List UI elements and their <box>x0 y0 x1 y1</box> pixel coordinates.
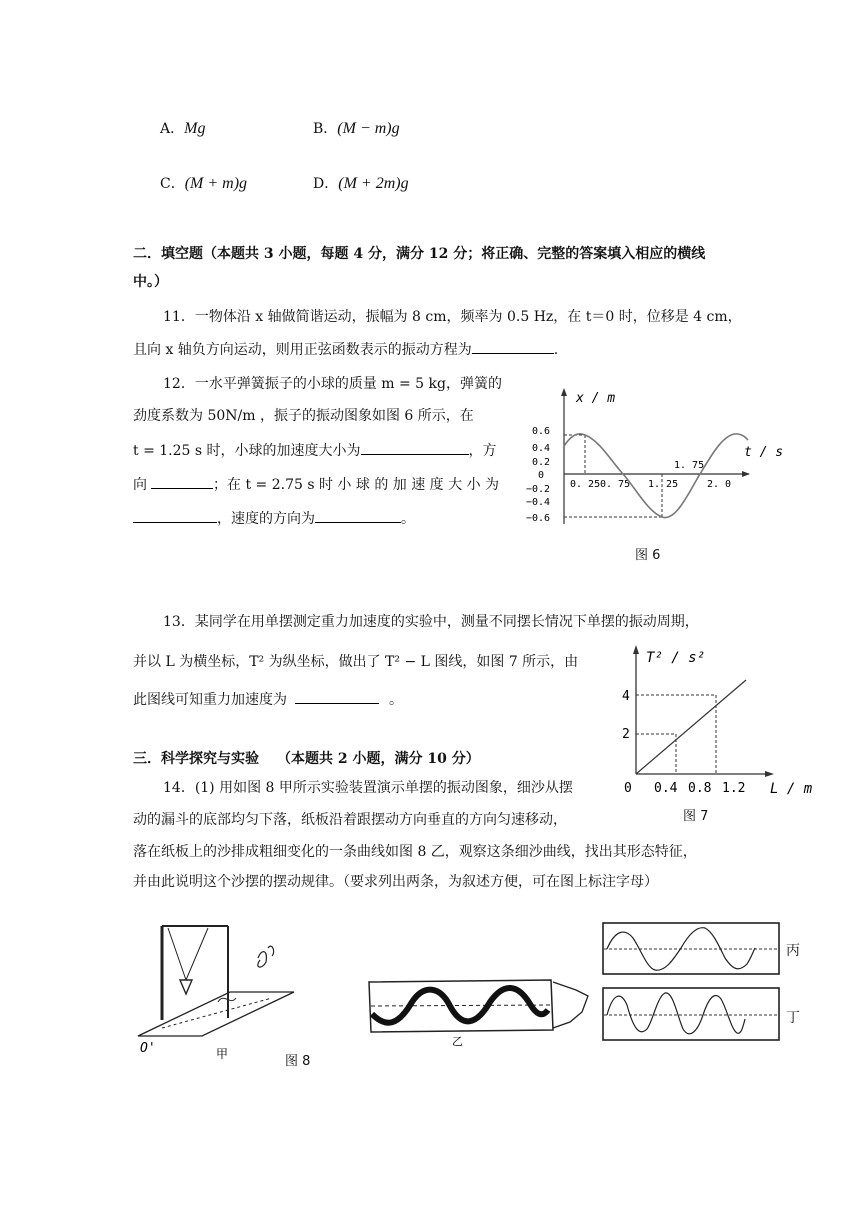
q12-blank-4[interactable] <box>315 508 401 523</box>
figure-6 <box>524 384 784 534</box>
figure-8-yi-sand-trace <box>366 970 596 1050</box>
fig6-xtick-0.75: 0. 75 <box>600 479 631 490</box>
fig7-caption: 图 7 <box>683 809 709 824</box>
fig7-ytick-2: 2 <box>622 727 630 742</box>
figure-7 <box>612 640 812 805</box>
section2-title-line1: 二．填空题（本题共 3 小题，每题 4 分，满分 12 分；将正确、完整的答案填入相应的横线 <box>133 246 706 262</box>
fig6-xtick-1.25: 1. 25 <box>648 479 679 490</box>
q13-end: 。 <box>389 692 403 708</box>
section3-title <box>133 748 480 768</box>
q14-line1: 14．(1) 用如图 8 甲所示实验装置演示单摆的振动图象，细沙从摆 <box>163 780 573 796</box>
option-b <box>313 118 400 138</box>
fig6-ytick-0.2: 0.2 <box>532 457 551 468</box>
q13-line2: 并以 L 为横坐标，T² 为纵坐标，做出了 T² − L 图线，如图 7 所示，由 <box>133 654 579 670</box>
option-d-value: (M + 2m)g <box>338 175 409 192</box>
fig6-ytick-neg0.4: −0.4 <box>526 497 551 508</box>
q12-line3a: t = 1.25 s 时，小球的加速度大小为 <box>133 443 361 459</box>
fig6-ylabel: x / m <box>576 391 616 406</box>
q11-end: . <box>553 342 559 358</box>
fig7-ytick-4: 4 <box>622 689 630 704</box>
q11-line1: 11．一物体沿 x 轴做简谐运动，振幅为 8 cm，频率为 0.5 Hz，在 t＝0 时，位移是 4 cm， <box>163 309 742 325</box>
fig6-ytick-0: 0 <box>538 470 545 481</box>
q13-line3-text: 此图线可知重力加速度为 <box>133 692 287 708</box>
fig8-label-ding: 丁 <box>786 1010 800 1026</box>
fig8-caption: 图 8 <box>285 1054 311 1069</box>
fig7-xtick-0.4: 0.4 <box>654 781 678 796</box>
q12-line5 <box>133 508 415 529</box>
fig6-ytick-neg0.2: −0.2 <box>526 484 551 495</box>
fig7-ylabel: T² / s² <box>646 650 706 666</box>
q14-line4: 并由此说明这个沙摆的摆动规律。（要求列出两条，为叙述方便，可在图上标注字母） <box>133 874 658 890</box>
option-a <box>160 118 205 138</box>
section3-note: （本题共 2 小题，满分 10 分） <box>277 751 480 767</box>
q12-blank-2[interactable] <box>151 474 213 489</box>
q12-blank-3[interactable] <box>133 508 217 523</box>
q13-answer-blank[interactable] <box>295 689 379 704</box>
fig6-wave-curve <box>564 434 748 518</box>
figure-8-jia-apparatus <box>132 918 302 1063</box>
q12-line3 <box>133 440 497 461</box>
fig7-xtick-0.8: 0.8 <box>688 781 712 796</box>
figure-8-bing-graph <box>601 920 783 978</box>
fig6-xtick-1.75: 1. 75 <box>674 460 705 471</box>
fig8-label-yi: 乙 <box>452 1035 463 1048</box>
fig7-xtick-0: 0 <box>624 781 632 796</box>
q12-line4b: ；在 t = 2.75 s 时 小 球 的 加 速 度 大 小 为 <box>213 477 500 493</box>
fig8-label-o: O' <box>140 1041 156 1056</box>
q14-line2: 动的漏斗的底部均匀下落，纸板沿着跟摆动方向垂直的方向匀速移动， <box>133 812 567 828</box>
fig6-ytick-0.6: 0.6 <box>532 426 551 437</box>
q12-line5a: ，速度的方向为 <box>217 511 315 527</box>
fig8-label-jia: 甲 <box>216 1047 229 1061</box>
q12-line3b: ，方 <box>468 443 497 459</box>
option-d-label: D． <box>313 176 339 192</box>
q12-line4a: 向 <box>133 477 147 493</box>
section3-title-text: 三．科学探究与实验 <box>133 751 259 767</box>
q12-line1: 12．一水平弹簧振子的小球的质量 m = 5 kg，弹簧的 <box>163 376 502 392</box>
fig7-xlabel: L / m <box>770 781 813 797</box>
fig6-caption: 图 6 <box>635 548 661 563</box>
option-c-label: C． <box>160 176 185 192</box>
fig6-xtick-0.25: 0. 25 <box>570 479 601 490</box>
q11-line2 <box>133 339 558 360</box>
q12-line4 <box>133 474 499 495</box>
option-b-value: (M − m)g <box>337 120 400 137</box>
fig8-label-bing: 丙 <box>786 943 800 959</box>
q12-blank-1[interactable] <box>361 440 469 455</box>
option-d <box>313 173 409 193</box>
q12-line2: 劲度系数为 50N/m ，振子的振动图象如图 6 所示，在 <box>133 408 474 424</box>
q11-answer-blank[interactable] <box>472 339 554 354</box>
figure-8-ding-graph <box>601 985 783 1045</box>
option-a-label: A． <box>160 121 185 137</box>
fig6-ytick-neg0.6: −0.6 <box>526 513 551 524</box>
fig6-xlabel: t / s <box>744 445 784 460</box>
option-c-value: (M + m)g <box>184 175 248 192</box>
q11-line2-text: 且向 x 轴负方向运动，则用正弦函数表示的振动方程为 <box>133 342 472 358</box>
fig7-line <box>636 680 746 774</box>
q13-line3 <box>133 689 403 710</box>
option-a-value: Mg <box>184 120 206 137</box>
q13-line1: 13．某同学在用单摆测定重力加速度的实验中，测量不同摆长情况下单摆的振动周期， <box>163 614 699 630</box>
fig6-ytick-0.4: 0.4 <box>532 443 551 454</box>
q14-line3: 落在纸板上的沙排成粗细变化的一条曲线如图 8 乙，观察这条细沙曲线，找出其形态特征， <box>133 844 697 860</box>
option-c <box>160 173 247 193</box>
option-b-label: B． <box>313 121 338 137</box>
fig6-xtick-2.0: 2. 0 <box>707 479 732 490</box>
section2-title-line2: 中。） <box>133 274 168 290</box>
q12-line5b: 。 <box>401 511 415 527</box>
fig7-xtick-1.2: 1.2 <box>722 781 746 796</box>
